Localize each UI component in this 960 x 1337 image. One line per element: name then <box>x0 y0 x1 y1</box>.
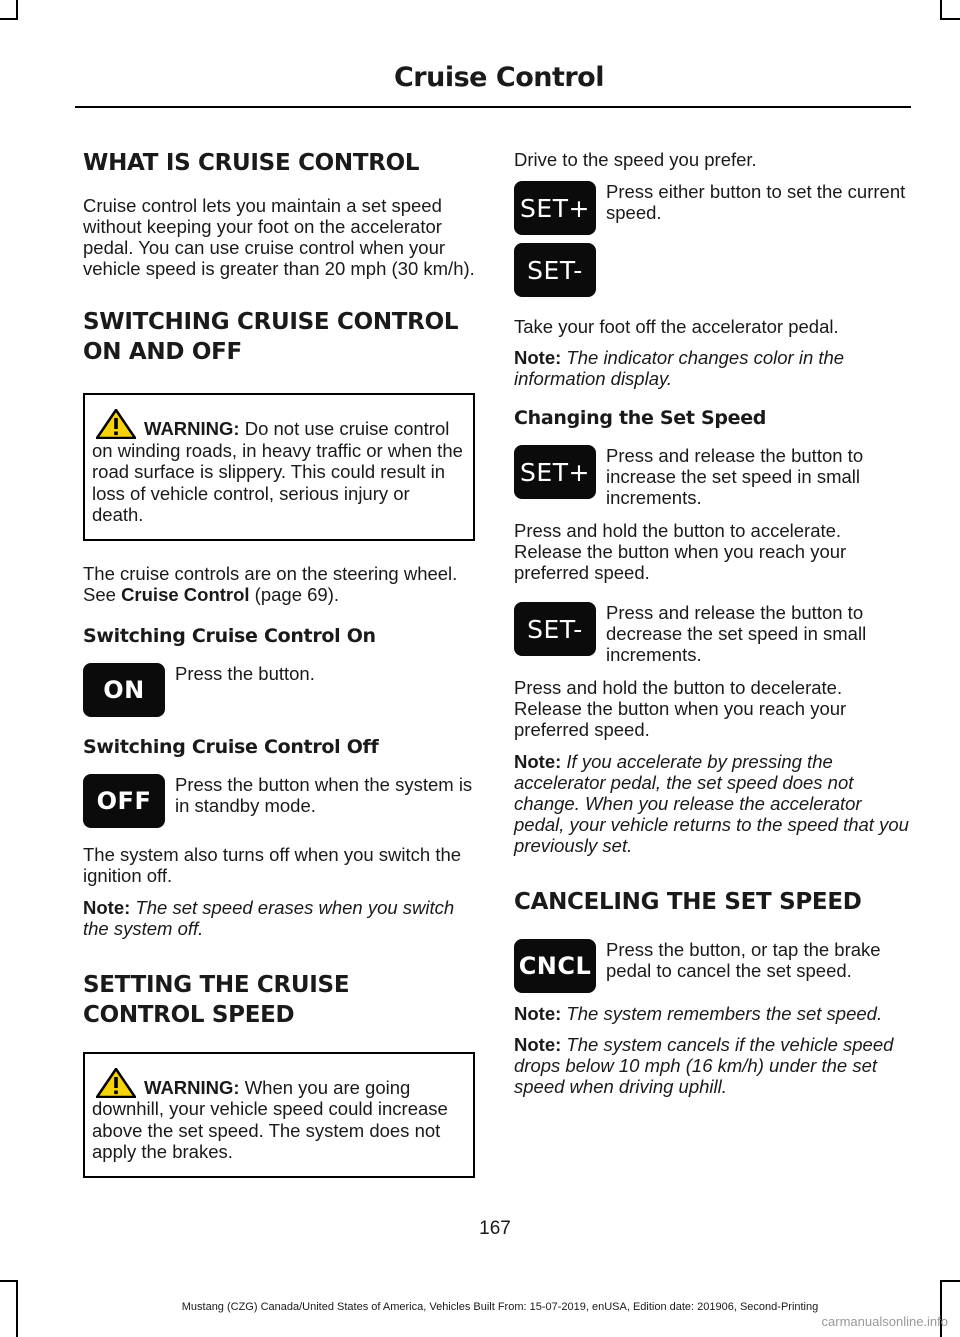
right-column <box>514 140 909 1097</box>
set-plus-button-icon: SET+ <box>514 181 596 235</box>
foot-off-text: Take your foot off the accelerator pedal. <box>514 316 839 337</box>
note-label: Note: <box>83 896 131 918</box>
drive-text: Drive to the speed you prefer. <box>514 149 757 170</box>
on-button-row <box>83 663 475 717</box>
cncl-button-icon: CNCL <box>514 939 596 993</box>
crop-mark <box>942 18 960 20</box>
edition-footer: Mustang (CZG) Canada/United States of America, Vehicles Built From: 15-07-2019, enUSA, Edition date: 201906, Second-Printing <box>181 1301 819 1313</box>
note-label: Note: <box>514 1003 562 1024</box>
note-text: The system cancels if the vehicle speed drops below 10 mph (16 km/h) under the set speed when driving uphill. <box>514 1034 894 1097</box>
note-system-remembers <box>514 1003 909 1024</box>
controls-location-text <box>83 563 475 605</box>
what-is-body: Cruise control lets you maintain a set speed without keeping your foot on the accelerator pedal. You can use cruise control when your vehicle speed is greater than 20 mph (30 km/h). <box>83 195 475 279</box>
subheading-switching-off: Switching Cruise Control Off <box>83 735 379 758</box>
set-plus-button-icon: SET+ <box>514 445 596 499</box>
section-heading-switching-2: ON AND OFF <box>83 339 242 365</box>
header-rule <box>75 106 911 108</box>
subheading-changing-set-speed: Changing the Set Speed <box>514 407 767 429</box>
off-button-icon: OFF <box>83 774 165 828</box>
crop-mark <box>16 0 18 20</box>
crop-mark <box>0 1280 18 1282</box>
note-system-cancels <box>514 1034 909 1097</box>
note-set-speed-erases <box>83 897 475 939</box>
accelerate-text: Press and hold the button to accelerate. Release the button when you reach your preferred speed. <box>514 520 847 583</box>
note-indicator-color <box>514 347 909 389</box>
decrease-row <box>514 602 909 665</box>
note-text: The set speed erases when you switch the system off. <box>83 896 455 939</box>
note-label: Note: <box>514 1034 562 1055</box>
on-button-icon: ON <box>83 663 165 717</box>
section-heading-setting-2: CONTROL SPEED <box>83 1001 295 1028</box>
warning-text: Do not use cruise control on winding roads, in heavy traffic or when the road surface is slippery. This could result in loss of vehicle control, serious injury or death. <box>92 418 463 525</box>
on-button-description: Press the button. <box>175 662 315 684</box>
cancel-row <box>514 939 909 993</box>
set-buttons-description: Press either button to set the current speed. <box>606 181 906 223</box>
warning-box-winding-roads <box>83 393 475 541</box>
set-minus-button-icon: SET- <box>514 243 596 297</box>
section-heading-setting-1: SETTING THE CRUISE <box>83 971 350 998</box>
note-label: Note: <box>514 347 562 368</box>
note-text: If you accelerate by pressing the accelerator pedal, the set speed does not change. When you release the accelerator pedal, your vehicle returns to the speed that you previously set. <box>514 751 909 856</box>
crop-mark <box>942 1280 960 1282</box>
cruise-control-reference-link[interactable]: Cruise Control <box>121 583 250 605</box>
warning-box-downhill <box>83 1052 475 1178</box>
controls-text-b: (page 69). <box>249 583 340 605</box>
ignition-off-text: The system also turns off when you switch the ignition off. <box>83 843 462 886</box>
warning-text: When you are going downhill, your vehicle speed could increase above the set speed. The system does not apply the brakes. <box>92 1076 448 1162</box>
decrease-description: Press and release the button to decrease the set speed in small increments. <box>606 602 867 665</box>
left-column <box>83 140 475 1178</box>
section-heading-what-is: WHAT IS CRUISE CONTROL <box>83 150 420 176</box>
warning-label: WARNING: <box>144 418 240 439</box>
warning-triangle-icon <box>96 409 136 439</box>
warning-triangle-icon <box>96 1068 136 1098</box>
note-text: The indicator changes color in the information display. <box>514 347 845 389</box>
page-title: Cruise Control <box>393 62 604 93</box>
crop-mark <box>0 18 18 20</box>
section-heading-switching-1: SWITCHING CRUISE CONTROL <box>83 309 459 335</box>
off-button-description: Press the button when the system is in standby mode. <box>175 773 473 816</box>
set-buttons-stack <box>514 181 596 297</box>
note-label: Note: <box>514 751 562 772</box>
decelerate-text: Press and hold the button to decelerate. Release the button when you reach your preferred speed. <box>514 677 847 740</box>
warning-label: WARNING: <box>144 1076 240 1098</box>
cancel-description: Press the button, or tap the brake pedal to cancel the set speed. <box>606 939 881 981</box>
controls-text-a: The cruise controls are on the steering wheel. See <box>83 562 458 605</box>
off-button-row <box>83 774 475 828</box>
increase-description: Press and release the button to increase the set speed in small increments. <box>606 445 864 508</box>
page-number: 167 <box>479 1218 511 1239</box>
crop-mark <box>940 0 942 20</box>
note-accelerator-pedal <box>514 751 909 856</box>
section-heading-canceling: CANCELING THE SET SPEED <box>514 889 862 915</box>
subheading-switching-on: Switching Cruise Control On <box>83 624 376 647</box>
watermark: carmanualsonline.info <box>821 1314 948 1329</box>
note-text: The system remembers the set speed. <box>561 1003 883 1024</box>
increase-row <box>514 445 909 508</box>
set-minus-button-icon: SET- <box>514 602 596 656</box>
set-buttons-row <box>514 181 909 297</box>
